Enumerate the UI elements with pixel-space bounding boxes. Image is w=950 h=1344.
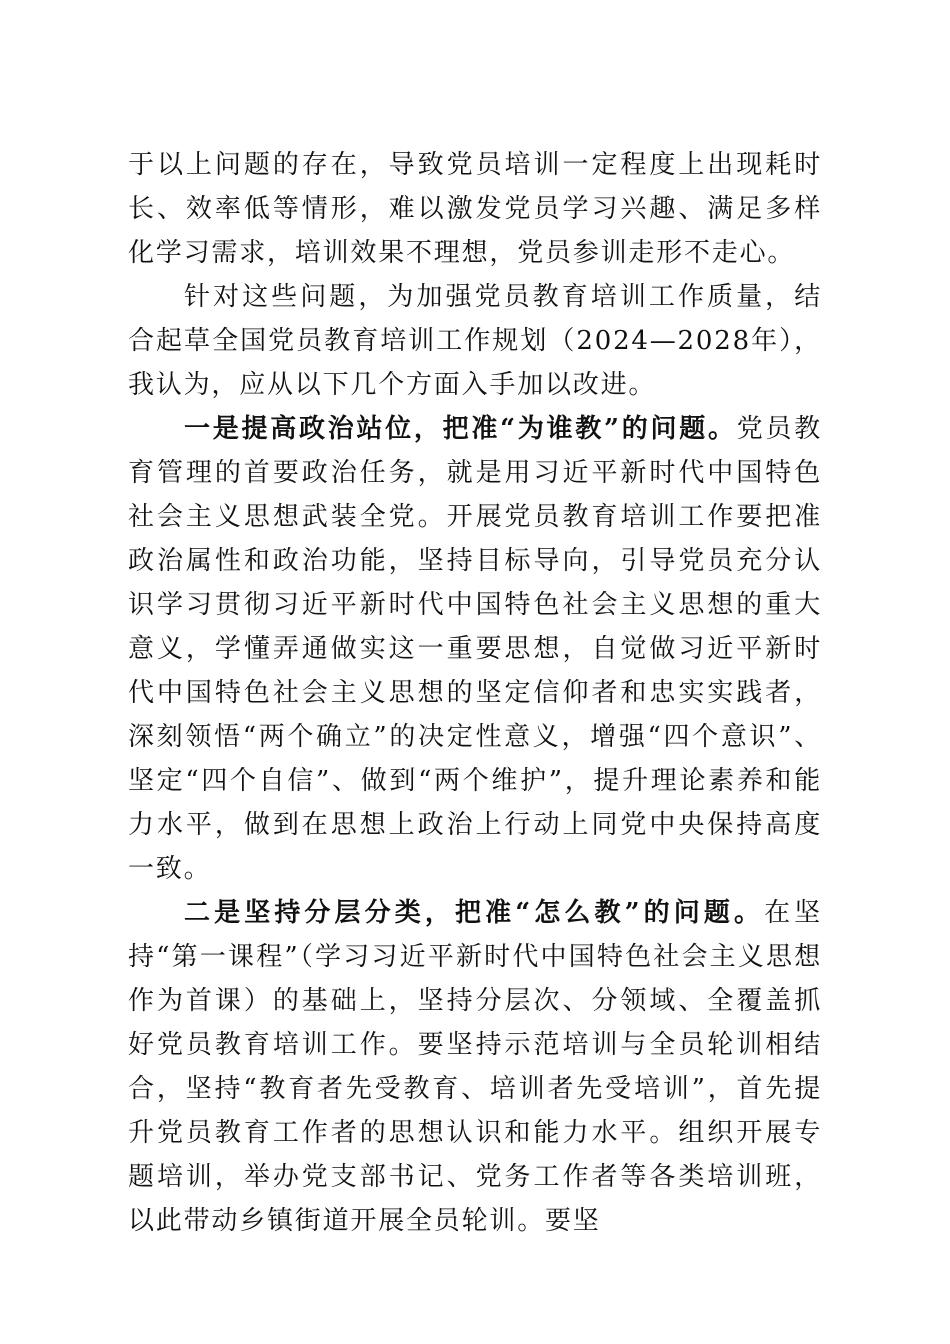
paragraph-text: 针对这些问题，为加强党员教育培训工作质量，结合起草全国党员教育培训工作规划（2024—2028年），我认为，应从以下几个方面入手加以改进。 <box>128 282 822 400</box>
paragraph-continuation <box>128 143 822 275</box>
paragraph-text: 在坚持“第一课程”（学习习近平新时代中国特色社会主义思想作为首课）的基础上，坚持分层次、分领域、全覆盖抓好党员教育培训工作。要坚持示范培训与全员轮训相结合，坚持“教育者先受教育、培训者先受培训”，首先提升党员教育工作者的思想认识和能力水平。组织开展专题培训，举办党支部书记、党务工作者等各类培训班，以此带动乡镇街道开展全员轮训。要坚 <box>128 898 822 1236</box>
document-body <box>128 143 822 1243</box>
paragraph-point-two <box>128 891 822 1243</box>
paragraph-text: 党员教育管理的首要政治任务，就是用习近平新时代中国特色社会主义思想武装全党。开展党员教育培训工作要把准政治属性和政治功能，坚持目标导向，引导党员充分认识学习贯彻习近平新时代中国特色社会主义思想的重大意义，学懂弄通做实这一重要思想，自觉做习近平新时代中国特色社会主义思想的坚定信仰者和忠实实践者，深刻领悟“两个确立”的决定性意义，增强“四个意识”、坚定“四个自信”、做到“两个维护”，提升理论素养和能力水平，做到在思想上政治上行动上同党中央保持高度一致。 <box>128 414 822 884</box>
paragraph-lead-heading: 二是坚持分层分类，把准“怎么教”的问题。 <box>184 898 765 928</box>
paragraph-text: 于以上问题的存在，导致党员培训一定程度上出现耗时长、效率低等情形，难以激发党员学习兴趣、满足多样化学习需求，培训效果不理想，党员参训走形不走心。 <box>128 150 822 268</box>
paragraph-intro <box>128 275 822 407</box>
paragraph-point-one <box>128 407 822 891</box>
paragraph-lead-heading: 一是提高政治站位，把准“为谁教”的问题。 <box>184 414 737 444</box>
